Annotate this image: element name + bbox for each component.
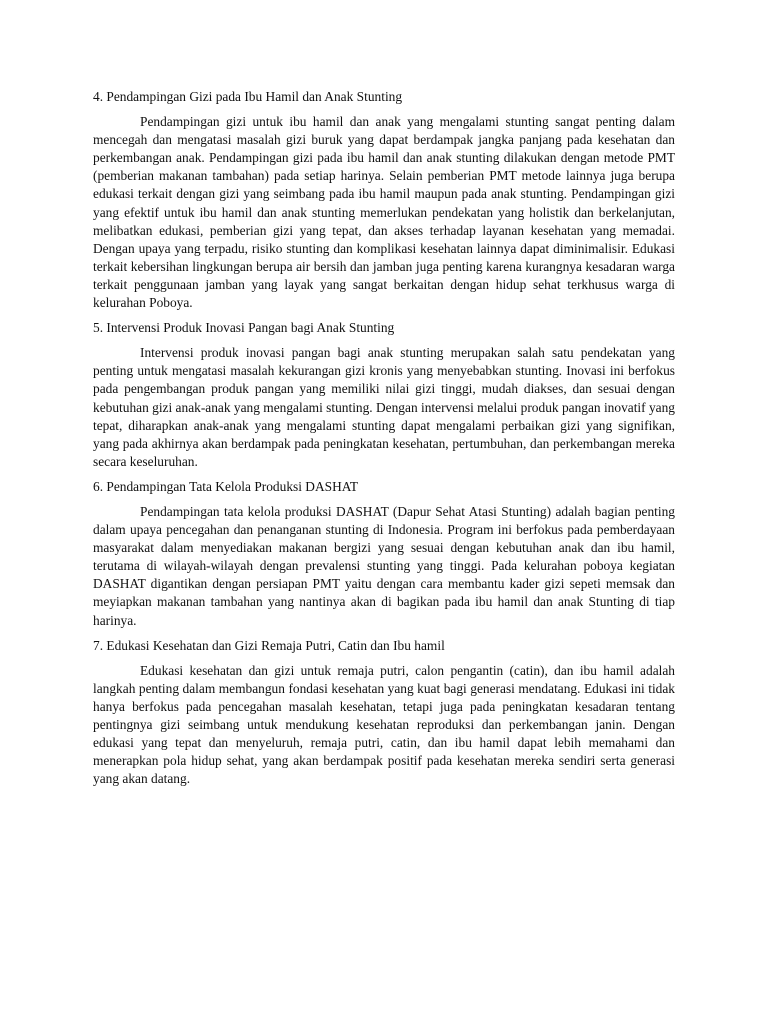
section-heading: 4. Pendampingan Gizi pada Ibu Hamil dan Anak Stunting <box>93 89 403 104</box>
section-heading: 5. Intervensi Produk Inovasi Pangan bagi Anak Stunting <box>93 320 395 336</box>
section-tata-kelola-dashat <box>93 478 675 630</box>
section-paragraph: Pendampingan gizi untuk ibu hamil dan anak yang mengalami stunting sangat penting dalam mencegah dan mengatasi masalah gizi buruk yang dapat berdampak jangka panjang pada kesehatan dan perkembangan anak. Pendampingan gizi pada ibu hamil dan anak stunting dilakukan dengan metode PMT (pemberian makanan tambahan) pada setiap harinya. Selain pemberian PMT metode lainnya juga berupa edukasi terkait dengan gizi yang seimbang pada ibu hamil maupun pada anak stunting. Pendampingan gizi yang efektif untuk ibu hamil dan anak stunting memerlukan pendekatan yang holistik dan berkelanjutan, melibatkan edukasi, pemberian gizi yang tepat, dan akses terhadap layanan kesehatan yang memadai. Dengan upaya yang terpadu, risiko stunting dan komplikasi kesehatan lainnya dapat diminimalisir. Edukasi terkait kebersihan lingkungan berupa air bersih dan jamban juga penting karena kurangnya kesadaran warga terkait penggunaan jamban yang layak yang sangat berkaitan dengan hidup sehat terkhusus warga di kelurahan Poboya. <box>93 114 675 311</box>
section-intervensi-produk <box>93 319 675 471</box>
section-paragraph: Pendampingan tata kelola produksi DASHAT (Dapur Sehat Atasi Stunting) adalah bagian penting dalam upaya pencegahan dan penanganan stunting di Indonesia. Program ini berfokus pada pemberdayaan masyarakat dalam menyediakan makanan bergizi yang sesuai dengan kebutuhan anak dan ibu hamil, terutama di wilayah-wilayah dengan prevalensi stunting yang tinggi. Pada kelurahan poboya kegiatan DASHAT digantikan dengan persiapan PMT yaitu dengan cara membantu kader gizi sepeti memsak dan meyiapkan makanan tambahan yang nantinya akan di bagikan pada ibu hamil dan anak Stunting di tiap harinya. <box>93 503 675 628</box>
section-heading: 6. Pendampingan Tata Kelola Produksi DASHAT <box>93 478 359 494</box>
section-heading: 7. Edukasi Kesehatan dan Gizi Remaja Putri, Catin dan Ibu hamil <box>93 637 445 653</box>
document-content <box>93 88 675 795</box>
section-paragraph: Intervensi produk inovasi pangan bagi anak stunting merupakan salah satu pendekatan yang penting untuk mengatasi masalah kekurangan gizi kronis yang menyebabkan stunting. Inovasi ini berfokus pada pengembangan produk pangan yang memiliki nilai gizi tinggi, mudah diakses, dan sesuai dengan kebutuhan gizi anak-anak yang mengalami stunting. Dengan intervensi melalui produk pangan inovatif yang tepat, diharapkan anak-anak yang mengalami stunting dapat mengalami perbaikan gizi yang signifikan, yang pada akhirnya akan berdampak pada peningkatan kesehatan, pertumbuhan, dan perkembangan mereka secara keseluruhan. <box>93 345 675 469</box>
section-pendampingan-gizi <box>93 88 675 312</box>
section-paragraph: Edukasi kesehatan dan gizi untuk remaja putri, calon pengantin (catin), dan ibu hamil adalah langkah penting dalam membangun fondasi kesehatan yang kuat bagi generasi mendatang. Edukasi ini tidak hanya berfokus pada pencegahan masalah kesehatan, tetapi juga pada peningkatan kesadaran tentang pentingnya gizi seimbang untuk mendukung kesehatan reproduksi dan perkembangan janin. Dengan edukasi yang tepat dan menyeluruh, remaja putri, catin, dan ibu hamil dapat lebih memahami dan menerapkan pola hidup sehat, yang akan berdampak positif pada kesehatan mereka sendiri serta generasi yang akan datang. <box>93 662 675 787</box>
section-edukasi-kesehatan <box>93 637 675 789</box>
